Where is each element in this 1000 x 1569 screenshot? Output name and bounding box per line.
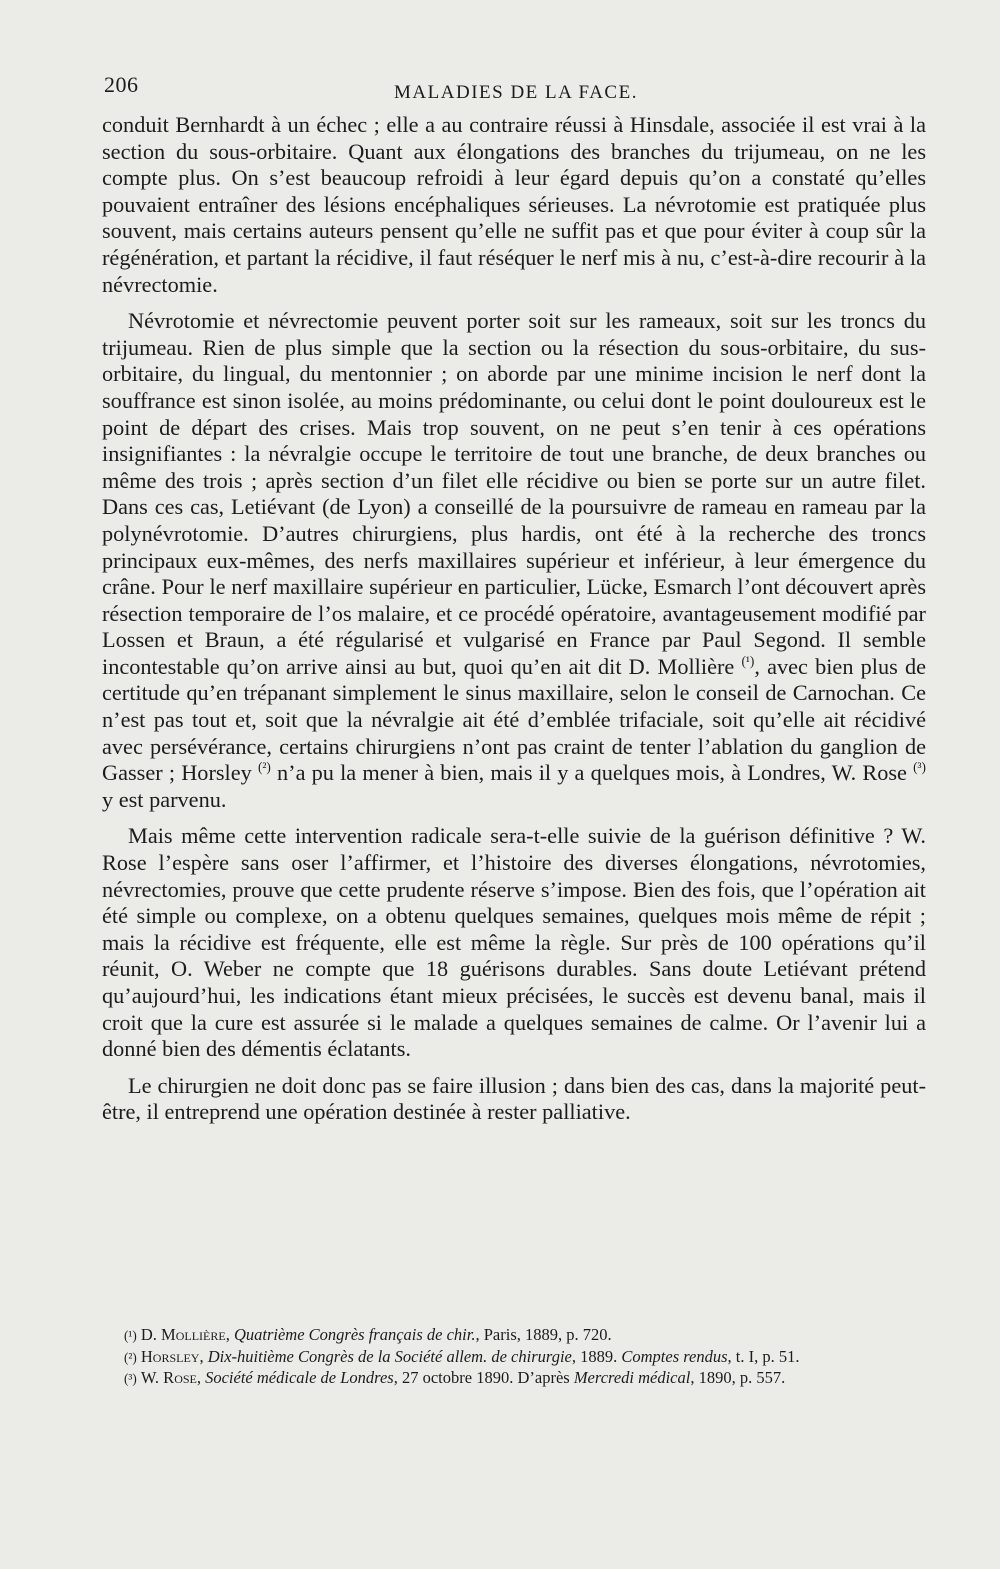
footnote-rest: , 27 octobre 1890. D’après <box>393 1368 574 1387</box>
footnote-2 <box>102 1347 926 1368</box>
footnote-separator: , <box>199 1346 208 1366</box>
footnote-1 <box>102 1325 926 1346</box>
page-header <box>104 72 928 112</box>
footnote-3 <box>102 1368 926 1389</box>
footnote-ref-2[interactable]: (²) <box>257 759 271 775</box>
paragraph-text: n’a pu la mener à bien, mais il y a quelques mois, à Londres, W. Rose <box>270 760 914 786</box>
footnote-separator: , <box>225 1325 234 1344</box>
paragraph-4 <box>102 1073 926 1126</box>
paragraph-3 <box>102 823 926 1062</box>
footnote-number: (¹) <box>124 1328 137 1343</box>
paragraph-text: y est parvenu. <box>102 786 227 812</box>
footnote-rest: , Paris, 1889, p. 720. <box>475 1325 612 1344</box>
footnote-author: Horsley <box>140 1346 200 1366</box>
footnote-title-2: Mercredi médical <box>573 1368 691 1387</box>
footnote-title: Dix-huitième Congrès de la Société allem. de chirurgie <box>207 1346 572 1366</box>
footnotes <box>102 1325 926 1390</box>
paragraph-text: Mais même cette intervention radicale sera-t-elle suivie de la guérison définitive ? W. Rose l’espère sans oser l’affirmer, et l’histoire des diverses élongations, névrotomies, névrectomies, prouve que cette prudente réserve s’impose. Bien des fois, que l’opération ait été simple ou complexe, on a obtenu quelques semaines, quelques mois même de répit ; mais la récidive est fréquente, elle est même la règle. Sur près de 100 opérations qu’il réunit, O. Weber ne compte que 18 guérisons durables. Sans doute Letiévant prétend qu’aujourd’hui, les indications étant mieux précisées, le succès est devenu banal, mais il croit que la cure est assurée si le malade a quelques semaines de calme. Or l’avenir lui a donné bien des démentis éclatants. <box>102 823 926 1062</box>
footnote-title-2: Comptes rendus <box>621 1346 728 1366</box>
paragraph-text: Névrotomie et névrectomie peuvent porter soit sur les rameaux, soit sur les troncs du trijumeau. Rien de plus simple que la section ou la résection du sous-orbitaire, du sus-orbitaire, du lingual, du mentonnier ; on aborde par une minime incision le nerf dont la souffrance est sinon isolée, au moins prédominante, ou celui dont le point douloureux est le point de départ des crises. Mais trop souvent, on ne peut s’en tenir à ces opérations insignifiantes : la névralgie occupe le territoire de tout une branche, de deux branches ou même des trois ; après section d’un filet elle récidive ou bien se porte sur un autre filet. Dans ces cas, Letiévant (de Lyon) a conseillé de la poursuivre de rameau en rameau par la polynévrotomie. D’autres chirurgiens, plus hardis, ont été à la recherche des troncs principaux eux-mêmes, des nerfs maxillaires supérieur et inférieur, à leur émergence du crâne. Pour le nerf maxillaire supérieur en particulier, Lücke, Esmarch l’ont découvert après résection temporaire de l’os malaire, et ce procédé opératoire, avantageusement modifié par Lossen et Braun, a été régularisé et vulgarisé en France par Paul Segond. Il semble incontestable qu’on arrive ainsi au but, quoi qu’en ait dit D. Mollière <box>102 308 926 679</box>
footnote-separator: , <box>196 1368 206 1387</box>
footnote-number: (²) <box>124 1349 137 1365</box>
paragraph-text: , avec bien plus de certitude qu’en trépanant simplement le sinus maxillaire, selon le conseil de Carnochan. Ce n’est pas tout et, soit que la névralgie ait été d’emblée trifaciale, soit qu’elle ait récidivé avec persévérance, certains chirurgiens n’ont pas craint de tenter l’ablation du ganglion de Gasser ; Horsley <box>102 653 927 786</box>
footnote-rest: , 1889. <box>571 1346 622 1366</box>
paragraph-text: Le chirurgien ne doit donc pas se faire illusion ; dans bien des cas, dans la majorité peut-être, il entreprend une opération destinée à rester palliative. <box>102 1072 926 1125</box>
footnote-ref-3[interactable]: (³) <box>913 759 926 775</box>
footnote-author: D. Mollière <box>140 1325 226 1344</box>
footnote-author: W. Rose <box>140 1368 197 1387</box>
paragraph-text: conduit Bernhardt à un échec ; elle a au contraire réussi à Hinsdale, associée il est vrai à la section du sous-orbitaire. Quant aux élongations des branches du trijumeau, on ne les compte plus. On s’est beaucoup refroidi à leur égard depuis qu’on a constaté qu’elles pouvaient entraîner des lésions encéphaliques sérieuses. La névrotomie est pratiquée plus souvent, mais certains auteurs pensent qu’elle ne suffit pas et que pour éviter à coup sûr la régénération, et partant la récidive, il faut réséquer le nerf mis à nu, c’est-à-dire recourir à la névrectomie. <box>102 112 926 297</box>
paragraph-2 <box>102 308 926 813</box>
footnote-ref-1[interactable]: (¹) <box>741 653 755 669</box>
page-number: 206 <box>104 72 139 97</box>
body-text <box>102 112 926 1136</box>
paragraph-1 <box>102 112 926 298</box>
running-head: MALADIES DE LA FACE. <box>394 82 638 103</box>
footnote-number: (³) <box>124 1371 137 1386</box>
footnote-rest-2: , t. I, p. 51. <box>727 1346 800 1366</box>
footnote-rest-2: , 1890, p. 557. <box>690 1368 786 1387</box>
footnote-title: Quatrième Congrès français de chir. <box>233 1325 476 1344</box>
footnote-title: Société médicale de Londres <box>205 1368 394 1387</box>
